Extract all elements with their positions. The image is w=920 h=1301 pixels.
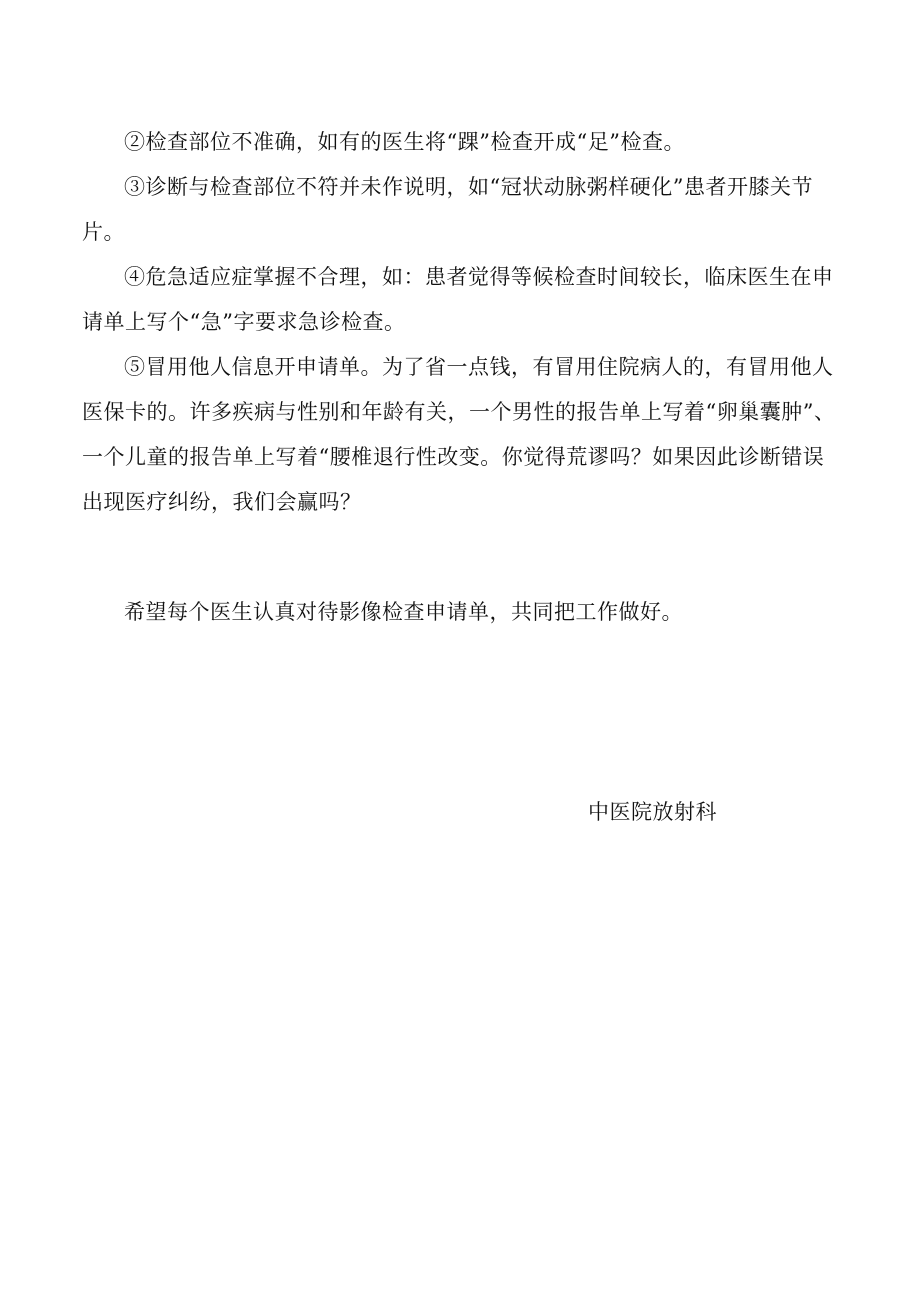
issue-item-4: ④危急适应症掌握不合理，如：患者觉得等候检查时间较长，临床医生在申请单上写个“急”字要求急诊检查。 [82,265,834,334]
signature: 中医院放射科 [588,800,717,824]
issue-item-5: ⑤冒用他人信息开申请单。为了省一点钱，有冒用住院病人的，有冒用他人医保卡的。许多疾病与性别和年龄有关，一个男性的报告单上写着“卵巢囊肿”、一个儿童的报告单上写着“腰椎退行性改变。你觉得荒谬吗？如果因此诊断错误出现医疗纠纷，我们会赢吗？ [82,355,836,514]
closing-paragraph: 希望每个医生认真对待影像检查申请单，共同把工作做好。 [124,600,683,624]
issue-item-3: ③诊断与检查部位不符并未作说明，如“冠状动脉粥样硬化”患者开膝关节片。 [82,175,813,244]
issue-item-2: ②检查部位不准确，如有的医生将“踝”检查开成“足”检查。 [124,130,685,154]
